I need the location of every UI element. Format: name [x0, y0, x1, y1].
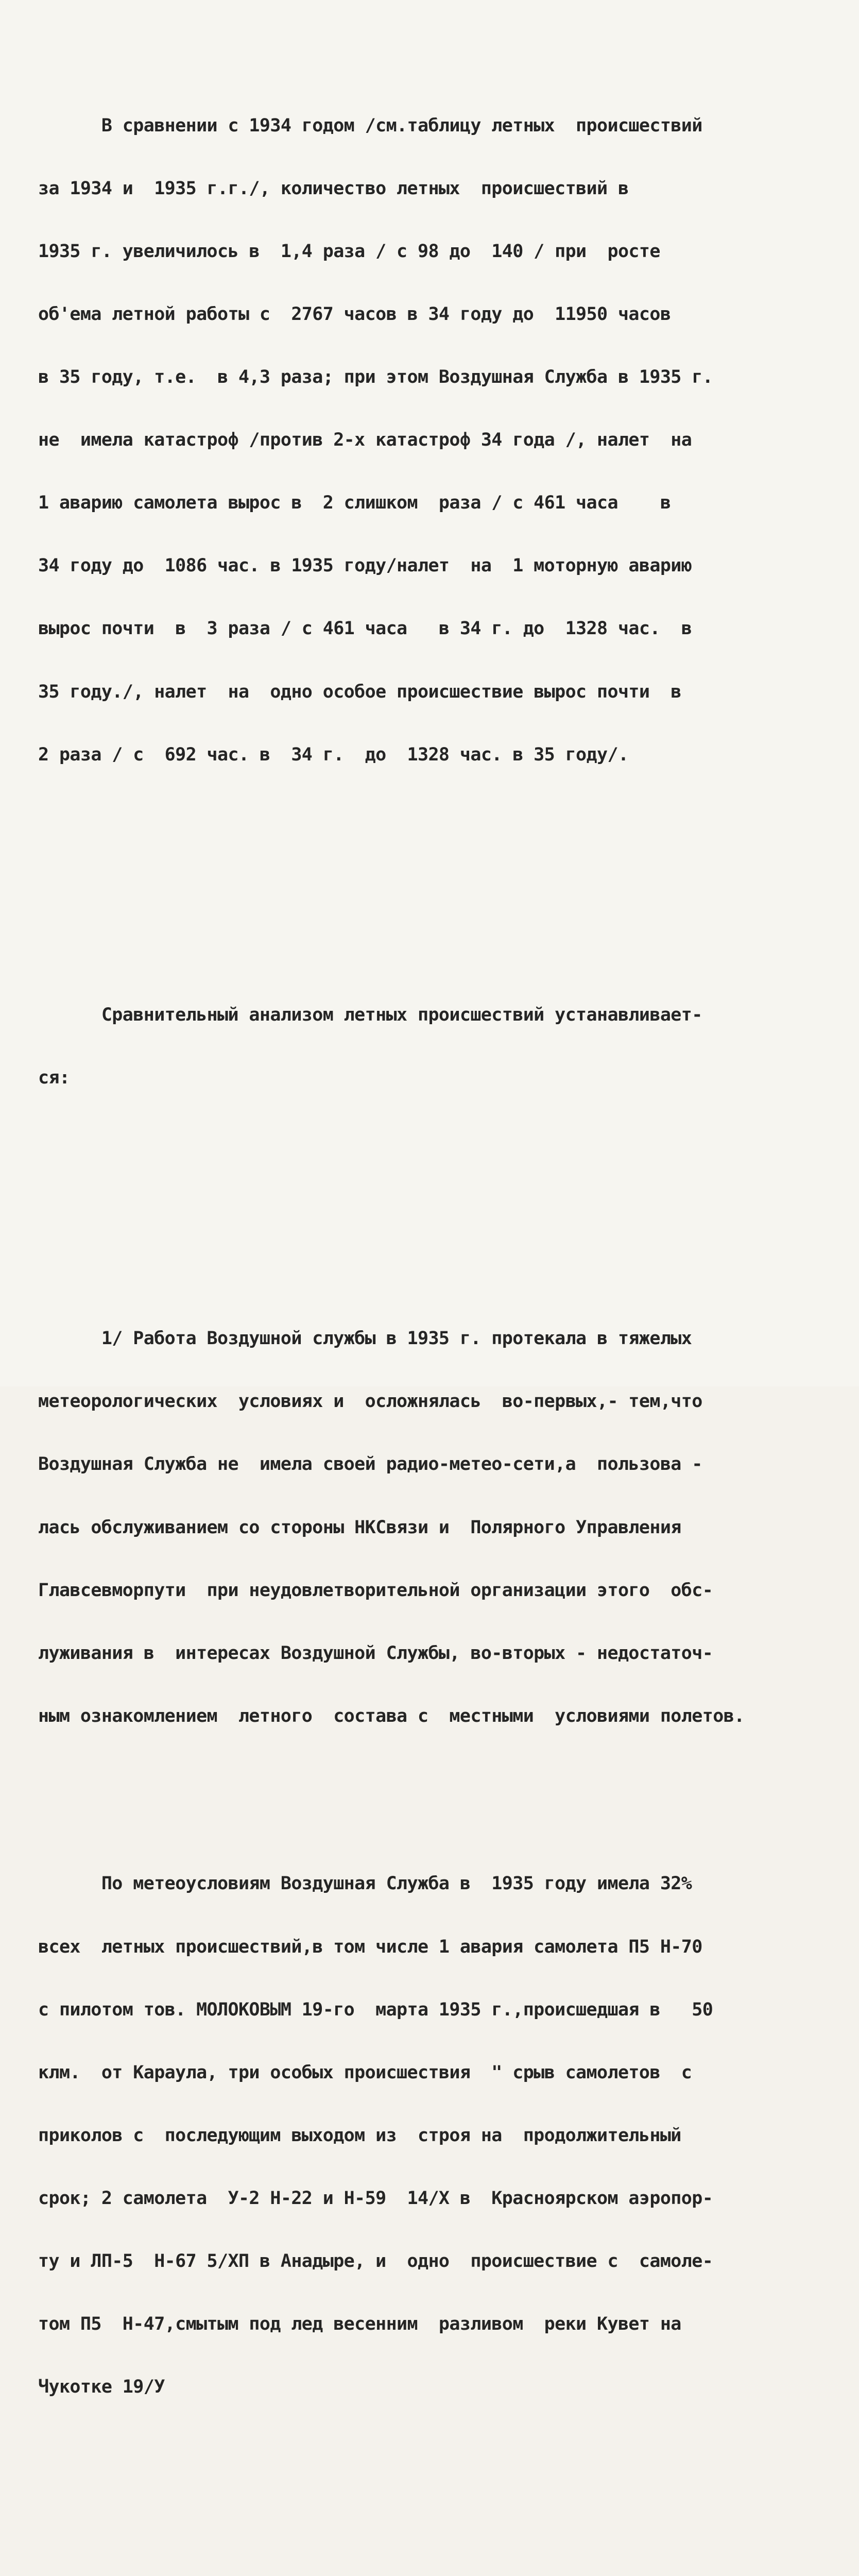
paragraph-spacer [38, 870, 844, 900]
text-line: 1/ Работа Воздушной службы в 1935 г. протекала в тяжелых [38, 1328, 692, 1349]
text-line: Главсевморпути при неудовлетворительной организации этого обс- [38, 1580, 713, 1601]
text-line: Чукотке 19/У [38, 2377, 165, 2398]
text-line: за 1934 и 1935 г.г./, количество летных происшествий в [38, 178, 629, 199]
text-line: лась обслуживанием со стороны НКСвязи и Полярного Управления [38, 1517, 681, 1538]
text-line: 35 году./, налет на одно особое происшествие вырос почти в [38, 681, 681, 702]
text-line: приколов с последующим выходом из строя на продолжительный [38, 2125, 681, 2146]
text-line: 2 раза / с 692 час. в 34 г. до 1328 час. в 35 году/. [38, 744, 629, 765]
text-line: не имела катастроф /против 2-х катастроф 34 года /, налет на [38, 430, 692, 451]
paragraph-comparison-1934-1935 [38, 73, 844, 807]
text-line: срок; 2 самолета У-2 Н-22 и Н-59 14/Х в Красноярском аэропор- [38, 2188, 713, 2209]
text-line: ту и ЛП-5 Н-67 5/ХП в Анадыре, и одно происшествие с самоле- [38, 2251, 713, 2272]
text-line: об'ема летной работы с 2767 часов в 34 году до 11950 часов [38, 303, 671, 325]
paragraph-analysis-intro [38, 963, 844, 1131]
document-body [38, 10, 844, 2576]
text-line: с пилотом тов. МОЛОКОВЫМ 19-го марта 1935 г.,происшедшая в 50 [38, 1999, 713, 2020]
text-line: Воздушная Служба не имела своей радио-метео-сети,а пользова - [38, 1454, 702, 1475]
text-line: в 35 году, т.е. в 4,3 раза; при этом Воздушная Служба в 1935 г. [38, 366, 713, 387]
text-line: 34 году до 1086 час. в 1935 году/налет на 1 моторную аварию [38, 555, 692, 577]
text-line: По метеоусловиям Воздушная Служба в 1935 году имела 32% [38, 1873, 692, 1894]
text-line: В сравнении с 1934 годом /см.таблицу летных происшествий [38, 115, 702, 136]
paragraph-spacer [38, 1194, 844, 1224]
text-line: том П5 Н-47,смытым под лед весенним разливом реки Кувет на [38, 2314, 681, 2335]
text-line: 1935 г. увеличилось в 1,4 раза / с 98 до 140 / при росте [38, 241, 660, 262]
text-line: метеорологических условиях и осложнялась во-первых,- тем,что [38, 1391, 702, 1412]
text-line: 1 аварию самолета вырос в 2 слишком раза / с 461 часа в [38, 493, 671, 514]
text-line: клм. от Караула, три особых происшествия " срыв самолетов с [38, 2062, 692, 2083]
text-line: Сравнительный анализом летных происшествий устанавливает- [38, 1005, 702, 1026]
text-line: ным ознакомлением летного состава с местными условиями полетов. [38, 1705, 745, 1726]
paragraph-weather-incidents [38, 1832, 844, 2439]
paragraph-spacer [38, 2503, 844, 2533]
text-line: всех летных происшествий,в том числе 1 авария самолета П5 Н-70 [38, 1936, 702, 1957]
paragraph-point-1 [38, 1286, 844, 1769]
text-line: ся: [38, 1067, 70, 1089]
text-line: вырос почти в 3 раза / с 461 часа в 34 г. до 1328 час. в [38, 618, 692, 639]
text-line: луживания в интересах Воздушной Службы, во-вторых - недостаточ- [38, 1642, 713, 1664]
